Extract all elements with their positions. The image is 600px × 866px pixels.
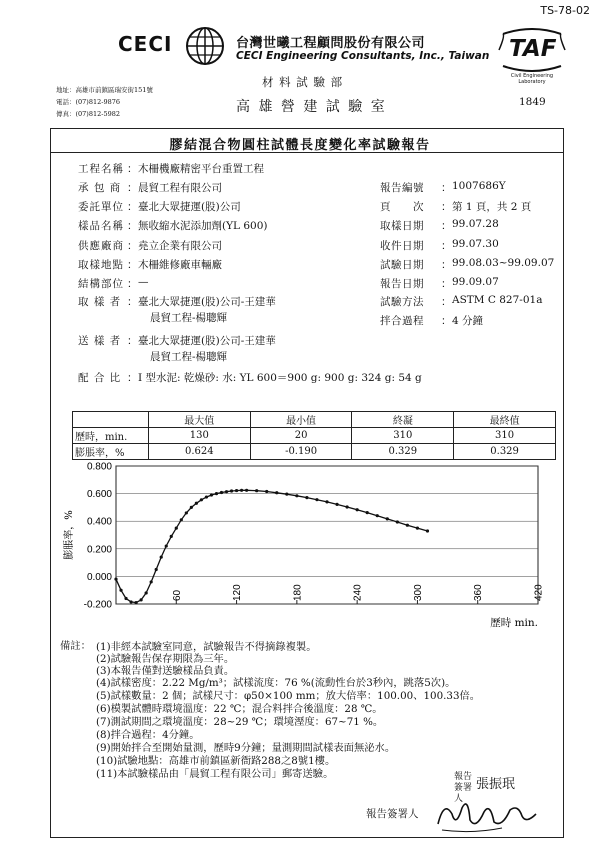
data-point (376, 514, 379, 517)
x-tick-label: 180 (292, 584, 304, 601)
field-value: 99.09.07 (452, 276, 499, 288)
data-point (240, 489, 243, 492)
data-point (225, 490, 228, 493)
data-point (406, 524, 409, 527)
field-colon: ： (127, 163, 138, 175)
data-point (185, 511, 188, 514)
data-point (150, 580, 153, 583)
y-tick-label: -0.200 (83, 599, 112, 611)
field-label: 收件日期 (380, 240, 424, 252)
lab-address: 地址：高雄市前鎮區瑞安街151號 (56, 86, 153, 94)
x-tick-label: 60 (171, 589, 183, 601)
signer-label: 報告簽署人 (366, 808, 419, 820)
field-colon: ： (441, 296, 452, 308)
field-label: 結構部位 (78, 278, 124, 290)
y-tick-label: 0.200 (86, 544, 112, 556)
field-colon: ： (127, 182, 138, 194)
data-point (255, 489, 258, 492)
data-point (160, 555, 163, 558)
taf-caption: Civil Engineering Laboratory (510, 73, 554, 85)
field-label: 頁 次 (380, 201, 424, 213)
company-name-en: CECI Engineering Consultants, Inc., Taiwan (236, 50, 490, 62)
field-label: 承 包 商 (78, 182, 122, 194)
field-colon: ： (127, 240, 138, 252)
x-tick-label: 360 (473, 584, 485, 601)
field-label: 取樣日期 (380, 220, 424, 232)
notes-label: 備註： (60, 640, 91, 652)
globe-icon (184, 26, 226, 66)
data-point (210, 493, 213, 496)
field-value: 99.08.03~99.09.07 (452, 257, 555, 269)
ceci-logo-text: CECI (118, 32, 173, 56)
data-point (386, 517, 389, 520)
signature-stamp (454, 768, 520, 804)
data-point (140, 598, 143, 601)
table-cell: -0.190 (250, 444, 352, 460)
summary-table (72, 411, 556, 460)
data-point (305, 496, 308, 499)
x-tick-label: 300 (412, 584, 424, 601)
field-label: 樣品名稱 (78, 220, 124, 232)
field-colon: ： (441, 315, 452, 327)
data-point (124, 597, 127, 600)
plot-area (116, 466, 538, 604)
field-value: 臺北大眾捷運(股)公司-王建華 (138, 296, 276, 308)
note-item: (10)試驗地點：高雄市前鎮區新衙路288之8號1樓。 (96, 755, 336, 767)
y-tick-label: 0.000 (86, 571, 112, 583)
field-value: — (138, 276, 149, 288)
table-cell: 歷時，min. (73, 428, 149, 444)
data-point (230, 489, 233, 492)
department-name: 材 料 試 驗 部 (262, 75, 344, 89)
field-colon: ： (127, 201, 138, 213)
table-header-cell: 最終值 (454, 412, 556, 428)
data-point (215, 492, 218, 495)
y-tick-label: 0.400 (86, 516, 112, 528)
taf-logo-text: TAF (509, 36, 557, 62)
stamp-name: 張振珉 (476, 777, 516, 792)
data-point (195, 502, 198, 505)
summary-table-wrap (72, 411, 556, 460)
table-cell: 20 (250, 428, 352, 444)
table-cell: 0.329 (454, 444, 556, 460)
data-point (426, 529, 429, 532)
field-label: 報告編號 (380, 182, 424, 194)
field-value: 堯立企業有限公司 (138, 240, 222, 252)
table-header-cell: 終凝 (352, 412, 454, 428)
x-tick-label: 120 (232, 584, 244, 601)
data-point (345, 505, 348, 508)
data-point (265, 490, 268, 493)
data-point (285, 493, 288, 496)
field-value: 99.07.28 (452, 218, 499, 230)
field-value: 臺北大眾捷運(股)公司 (138, 201, 241, 213)
field-value: 第 1 頁，共 2 頁 (452, 201, 532, 213)
data-point (129, 600, 132, 603)
sampler-line-2: 晨貿工程-楊聰輝 (150, 312, 228, 324)
y-tick-label: 0.600 (86, 489, 112, 501)
taf-logo (497, 28, 567, 72)
field-value: ASTM C 827-01a (452, 294, 543, 306)
stamp-role: 報告簽署人 (454, 772, 473, 804)
field-label: 工程名稱 (78, 163, 124, 175)
field-label: 取樣地點 (78, 259, 124, 271)
note-item: (4)試樣密度：2.22 Mg/m³；試樣流度：76 %(流動性台於3秒內，跳落5次)。 (96, 677, 456, 689)
data-point (205, 495, 208, 498)
field-colon: ： (441, 220, 452, 232)
table-cell: 130 (148, 428, 250, 444)
note-item: (5)試樣數量：2 個；試樣尺寸：φ50×100 mm；放大倍率：100.00、100.33倍。 (96, 690, 481, 702)
table-header-cell: 最小值 (250, 412, 352, 428)
data-point (315, 498, 318, 501)
table-cell: 0.624 (148, 444, 250, 460)
note-item: (7)測試期間之環境溫度：28~29 ℃；環境溼度：67~71 %。 (96, 716, 384, 728)
y-axis-label: 膨脹率，% (64, 510, 75, 560)
field-label: 報告日期 (380, 278, 424, 290)
field-colon: ： (441, 182, 452, 194)
company-name-zh: 台灣世曦工程顧問股份有限公司 (236, 36, 426, 51)
data-point (134, 601, 137, 604)
field-colon: ： (127, 296, 138, 308)
field-colon: ： (441, 278, 452, 290)
field-value: 無收縮水泥添加劑(YL 600) (138, 220, 268, 232)
data-point (180, 518, 183, 521)
data-point (245, 489, 248, 492)
field-label: 拌合過程 (380, 315, 424, 327)
data-point (220, 491, 223, 494)
field-colon: ： (127, 278, 138, 290)
field-value: 1007686Y (452, 180, 506, 192)
handwritten-signature (432, 794, 542, 836)
table-header-cell (73, 412, 149, 428)
data-point (155, 568, 158, 571)
field-colon: ： (127, 220, 138, 232)
field-label: 配 合 比 (78, 372, 122, 384)
note-item: (8)拌合過程：4分鐘。 (96, 729, 200, 741)
data-point (170, 535, 173, 538)
data-point (235, 489, 238, 492)
table-cell: 310 (454, 428, 556, 444)
field-value: 木柵機廠精密平台重置工程 (138, 163, 264, 175)
field-label: 供應廠商 (78, 240, 124, 252)
field-colon: ： (441, 259, 452, 271)
field-label: 送 樣 者 (78, 335, 122, 347)
field-colon: ： (127, 372, 138, 384)
note-item: (11)本試驗樣品由「晨貿工程有限公司」郵寄送驗。 (96, 768, 334, 780)
field-value: 99.07.30 (452, 238, 499, 250)
field-colon: ： (127, 335, 138, 347)
field-value: 木柵維修廠車輛廠 (138, 259, 222, 271)
data-point (416, 527, 419, 530)
x-tick-label: 420 (533, 584, 545, 601)
note-item: (1)非經本試驗室同意，試驗報告不得摘錄複製。 (96, 641, 317, 653)
table-header-cell: 最大值 (148, 412, 250, 428)
y-tick-label: 0.800 (86, 461, 112, 473)
data-point (114, 578, 117, 581)
data-point (119, 589, 122, 592)
note-item: (2)試驗報告保存期限為三年。 (96, 653, 235, 665)
lab-fax: 傳真：(07)812-5982 (56, 110, 120, 118)
field-label: 委託單位 (78, 201, 124, 213)
series-line (116, 490, 428, 602)
data-point (165, 544, 168, 547)
x-axis-label: 歷時 min. (490, 617, 538, 629)
field-label: 試驗方法 (380, 296, 424, 308)
field-value: I 型水泥: 乾燥砂: 水: YL 600＝900 g: 900 g: 324 g: 54 g (138, 372, 422, 384)
field-colon: ： (441, 240, 452, 252)
note-item: (3)本報告僅對送驗樣品負責。 (96, 665, 235, 677)
report-title: 膠結混合物圓柱試體長度變化率試驗報告 (169, 138, 431, 153)
data-point (366, 511, 369, 514)
form-code: TS-78-02 (540, 4, 590, 17)
table-row (73, 428, 556, 444)
table-cell: 膨脹率，% (73, 444, 149, 460)
data-point (356, 508, 359, 511)
table-header-row (73, 412, 556, 428)
data-point (190, 506, 193, 509)
field-value: 臺北大眾捷運(股)公司-王建華 (138, 335, 276, 347)
field-label: 試驗日期 (380, 259, 424, 271)
field-colon: ： (127, 259, 138, 271)
lab-phone: 電話：(07)812-9876 (56, 98, 120, 106)
note-item: (6)模製試體時環境溫度：22 ℃；混合料拌合後溫度：28 ℃。 (96, 703, 383, 715)
taf-number: 1849 (519, 96, 546, 108)
sender-line-2: 晨貿工程-楊聰輝 (150, 351, 228, 363)
note-item: (9)開始拌合至開始量測，歷時9分鐘；量測期間試樣表面無泌水。 (96, 742, 396, 754)
data-point (145, 591, 148, 594)
data-point (396, 520, 399, 523)
field-value: 晨貿工程有限公司 (138, 182, 222, 194)
data-point (275, 491, 278, 494)
expansion-chart (60, 458, 560, 634)
field-colon: ： (441, 201, 452, 213)
lab-name: 高 雄 營 建 試 驗 室 (236, 99, 387, 115)
data-point (295, 494, 298, 497)
ceci-logo (118, 26, 230, 66)
field-value: 4 分鐘 (452, 315, 484, 327)
data-point (175, 527, 178, 530)
table-cell: 0.329 (352, 444, 454, 460)
x-tick-label: 240 (352, 584, 364, 601)
data-point (335, 503, 338, 506)
data-point (200, 498, 203, 501)
data-point (325, 500, 328, 503)
table-cell: 310 (352, 428, 454, 444)
field-label: 取 樣 者 (78, 296, 122, 308)
